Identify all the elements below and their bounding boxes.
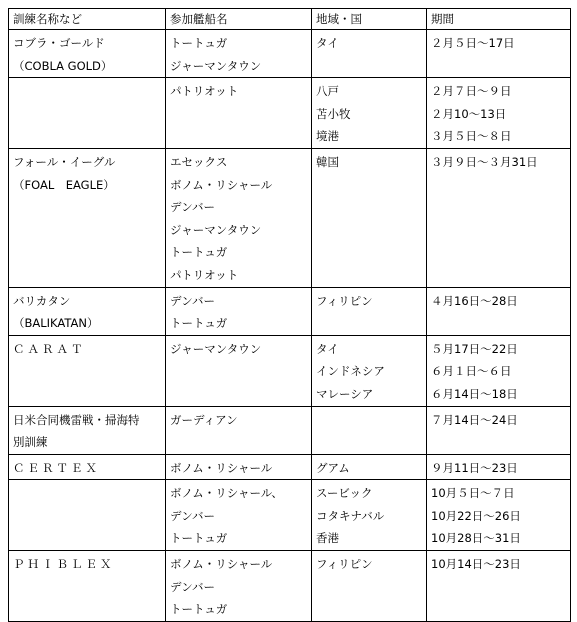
period-line: ２月10〜13日 — [431, 106, 507, 121]
region-line: 香港 — [316, 531, 339, 546]
region-line: 苫小牧 — [316, 106, 351, 121]
ships-line: ボノム・リシャール — [170, 557, 273, 572]
region-cell — [312, 78, 427, 149]
period-line: 10月28日〜31日 — [431, 531, 521, 546]
ships-cell — [166, 287, 312, 335]
ships-line: ボノム・リシャール、 — [170, 486, 283, 501]
table-row — [9, 406, 571, 454]
ships-line: トートュガ — [170, 316, 228, 331]
table-row — [9, 30, 571, 78]
period-line: ２月７日〜９日 — [431, 84, 512, 99]
ships-cell — [166, 30, 312, 78]
training-name-line: コブラ・ゴールド — [13, 36, 105, 50]
ships-line: トートュガ — [170, 602, 228, 617]
training-name-line: （BALIKATAN） — [13, 316, 99, 331]
period-line: ４月16日〜28日 — [431, 293, 518, 308]
period-cell — [427, 480, 571, 551]
header-period: 期間 — [427, 9, 571, 30]
table-row — [9, 287, 571, 335]
period-cell — [427, 454, 571, 480]
period-line: 10月22日〜26日 — [431, 508, 521, 523]
period-line: ３月５日〜８日 — [431, 129, 512, 144]
ships-line: トートュガ — [170, 36, 228, 50]
ships-line: デンバー — [170, 200, 215, 215]
region-cell — [312, 335, 427, 406]
training-name-line: フォール・イーグル — [13, 154, 116, 169]
ships-line: ジャーマンタウン — [170, 222, 262, 237]
header-ships: 参加艦船名 — [166, 9, 312, 30]
training-name-cell — [9, 406, 166, 454]
ships-cell — [166, 480, 312, 551]
period-line: ９月11日〜23日 — [431, 460, 518, 475]
ships-line: デンバー — [170, 508, 215, 523]
ships-line: ジャーマンタウン — [170, 58, 262, 73]
region-line: マレーシア — [316, 386, 374, 401]
region-line: 八戸 — [316, 84, 339, 99]
ships-line: ガーディアン — [170, 412, 238, 427]
table-row — [9, 148, 571, 287]
table-row — [9, 335, 571, 406]
period-cell — [427, 148, 571, 287]
period-line: ５月17日〜22日 — [431, 341, 518, 356]
region-line: コタキナバル — [316, 508, 385, 523]
period-cell — [427, 78, 571, 149]
training-name-line: （COBLA GOLD） — [13, 58, 113, 73]
ships-line: デンバー — [170, 579, 215, 594]
ships-line: ジャーマンタウン — [170, 341, 262, 356]
period-line: ３月９日〜３月31日 — [431, 154, 538, 169]
ships-line: エセックス — [170, 154, 228, 169]
empty-line — [13, 482, 161, 505]
period-line: 10月５日〜７日 — [431, 486, 515, 501]
region-cell — [312, 148, 427, 287]
region-line: フィリピン — [316, 557, 373, 572]
region-cell — [312, 30, 427, 78]
region-cell — [312, 406, 427, 454]
region-cell — [312, 454, 427, 480]
training-name-line: 別訓練 — [13, 435, 48, 450]
ships-line: ボノム・リシャール — [170, 460, 273, 475]
ships-line: パトリオット — [170, 84, 239, 99]
period-line: 10月14日〜23日 — [431, 557, 521, 572]
ships-cell — [166, 148, 312, 287]
period-cell — [427, 287, 571, 335]
period-cell — [427, 406, 571, 454]
region-line: タイ — [316, 341, 339, 356]
training-name-line: ＰＨＩＢＬＥＸ — [13, 557, 115, 572]
training-name-line: 日米合同機雷戦・掃海特 — [13, 412, 140, 427]
region-line: グアム — [316, 460, 350, 475]
ships-cell — [166, 406, 312, 454]
period-line: ６月14日〜18日 — [431, 386, 518, 401]
training-name-cell — [9, 78, 166, 149]
training-name-cell — [9, 454, 166, 480]
header-region: 地域・国 — [312, 9, 427, 30]
ships-cell — [166, 335, 312, 406]
region-cell — [312, 480, 427, 551]
period-line: ７月14日〜24日 — [431, 412, 518, 427]
empty-line — [13, 80, 161, 103]
table-body — [9, 30, 571, 622]
ships-line: パトリオット — [170, 267, 239, 282]
ships-cell — [166, 454, 312, 480]
region-line: タイ — [316, 36, 339, 50]
training-name-cell — [9, 335, 166, 406]
ships-cell — [166, 78, 312, 149]
ships-line: トートュガ — [170, 245, 228, 260]
training-name-line: ＣＡＲＡＴ — [13, 341, 86, 356]
period-line: ２月５日〜17日 — [431, 36, 515, 50]
training-name-line: ＣＥＲＴＥＸ — [13, 460, 100, 475]
period-cell — [427, 30, 571, 78]
table-row — [9, 454, 571, 480]
period-line: ６月１日〜６日 — [431, 364, 512, 379]
period-cell — [427, 335, 571, 406]
training-name-line: （FOAL EAGLE） — [13, 177, 115, 192]
header-row — [9, 9, 571, 30]
training-name-line: バリカタン — [13, 293, 71, 308]
ships-line: ボノム・リシャール — [170, 177, 273, 192]
region-cell — [312, 287, 427, 335]
table-row — [9, 78, 571, 149]
training-name-cell — [9, 480, 166, 551]
ships-line: トートュガ — [170, 531, 228, 546]
exercise-table — [8, 8, 571, 622]
region-line: インドネシア — [316, 364, 385, 379]
training-name-cell — [9, 30, 166, 78]
training-name-cell — [9, 148, 166, 287]
header-training-name: 訓練名称など — [9, 9, 166, 30]
region-line: 韓国 — [316, 154, 339, 169]
region-line: フィリピン — [316, 293, 373, 308]
table-row — [9, 480, 571, 551]
empty-line — [316, 409, 422, 432]
region-line: スービック — [316, 486, 373, 501]
training-name-cell — [9, 287, 166, 335]
ships-line: デンバー — [170, 293, 215, 308]
region-line: 境港 — [316, 129, 339, 144]
